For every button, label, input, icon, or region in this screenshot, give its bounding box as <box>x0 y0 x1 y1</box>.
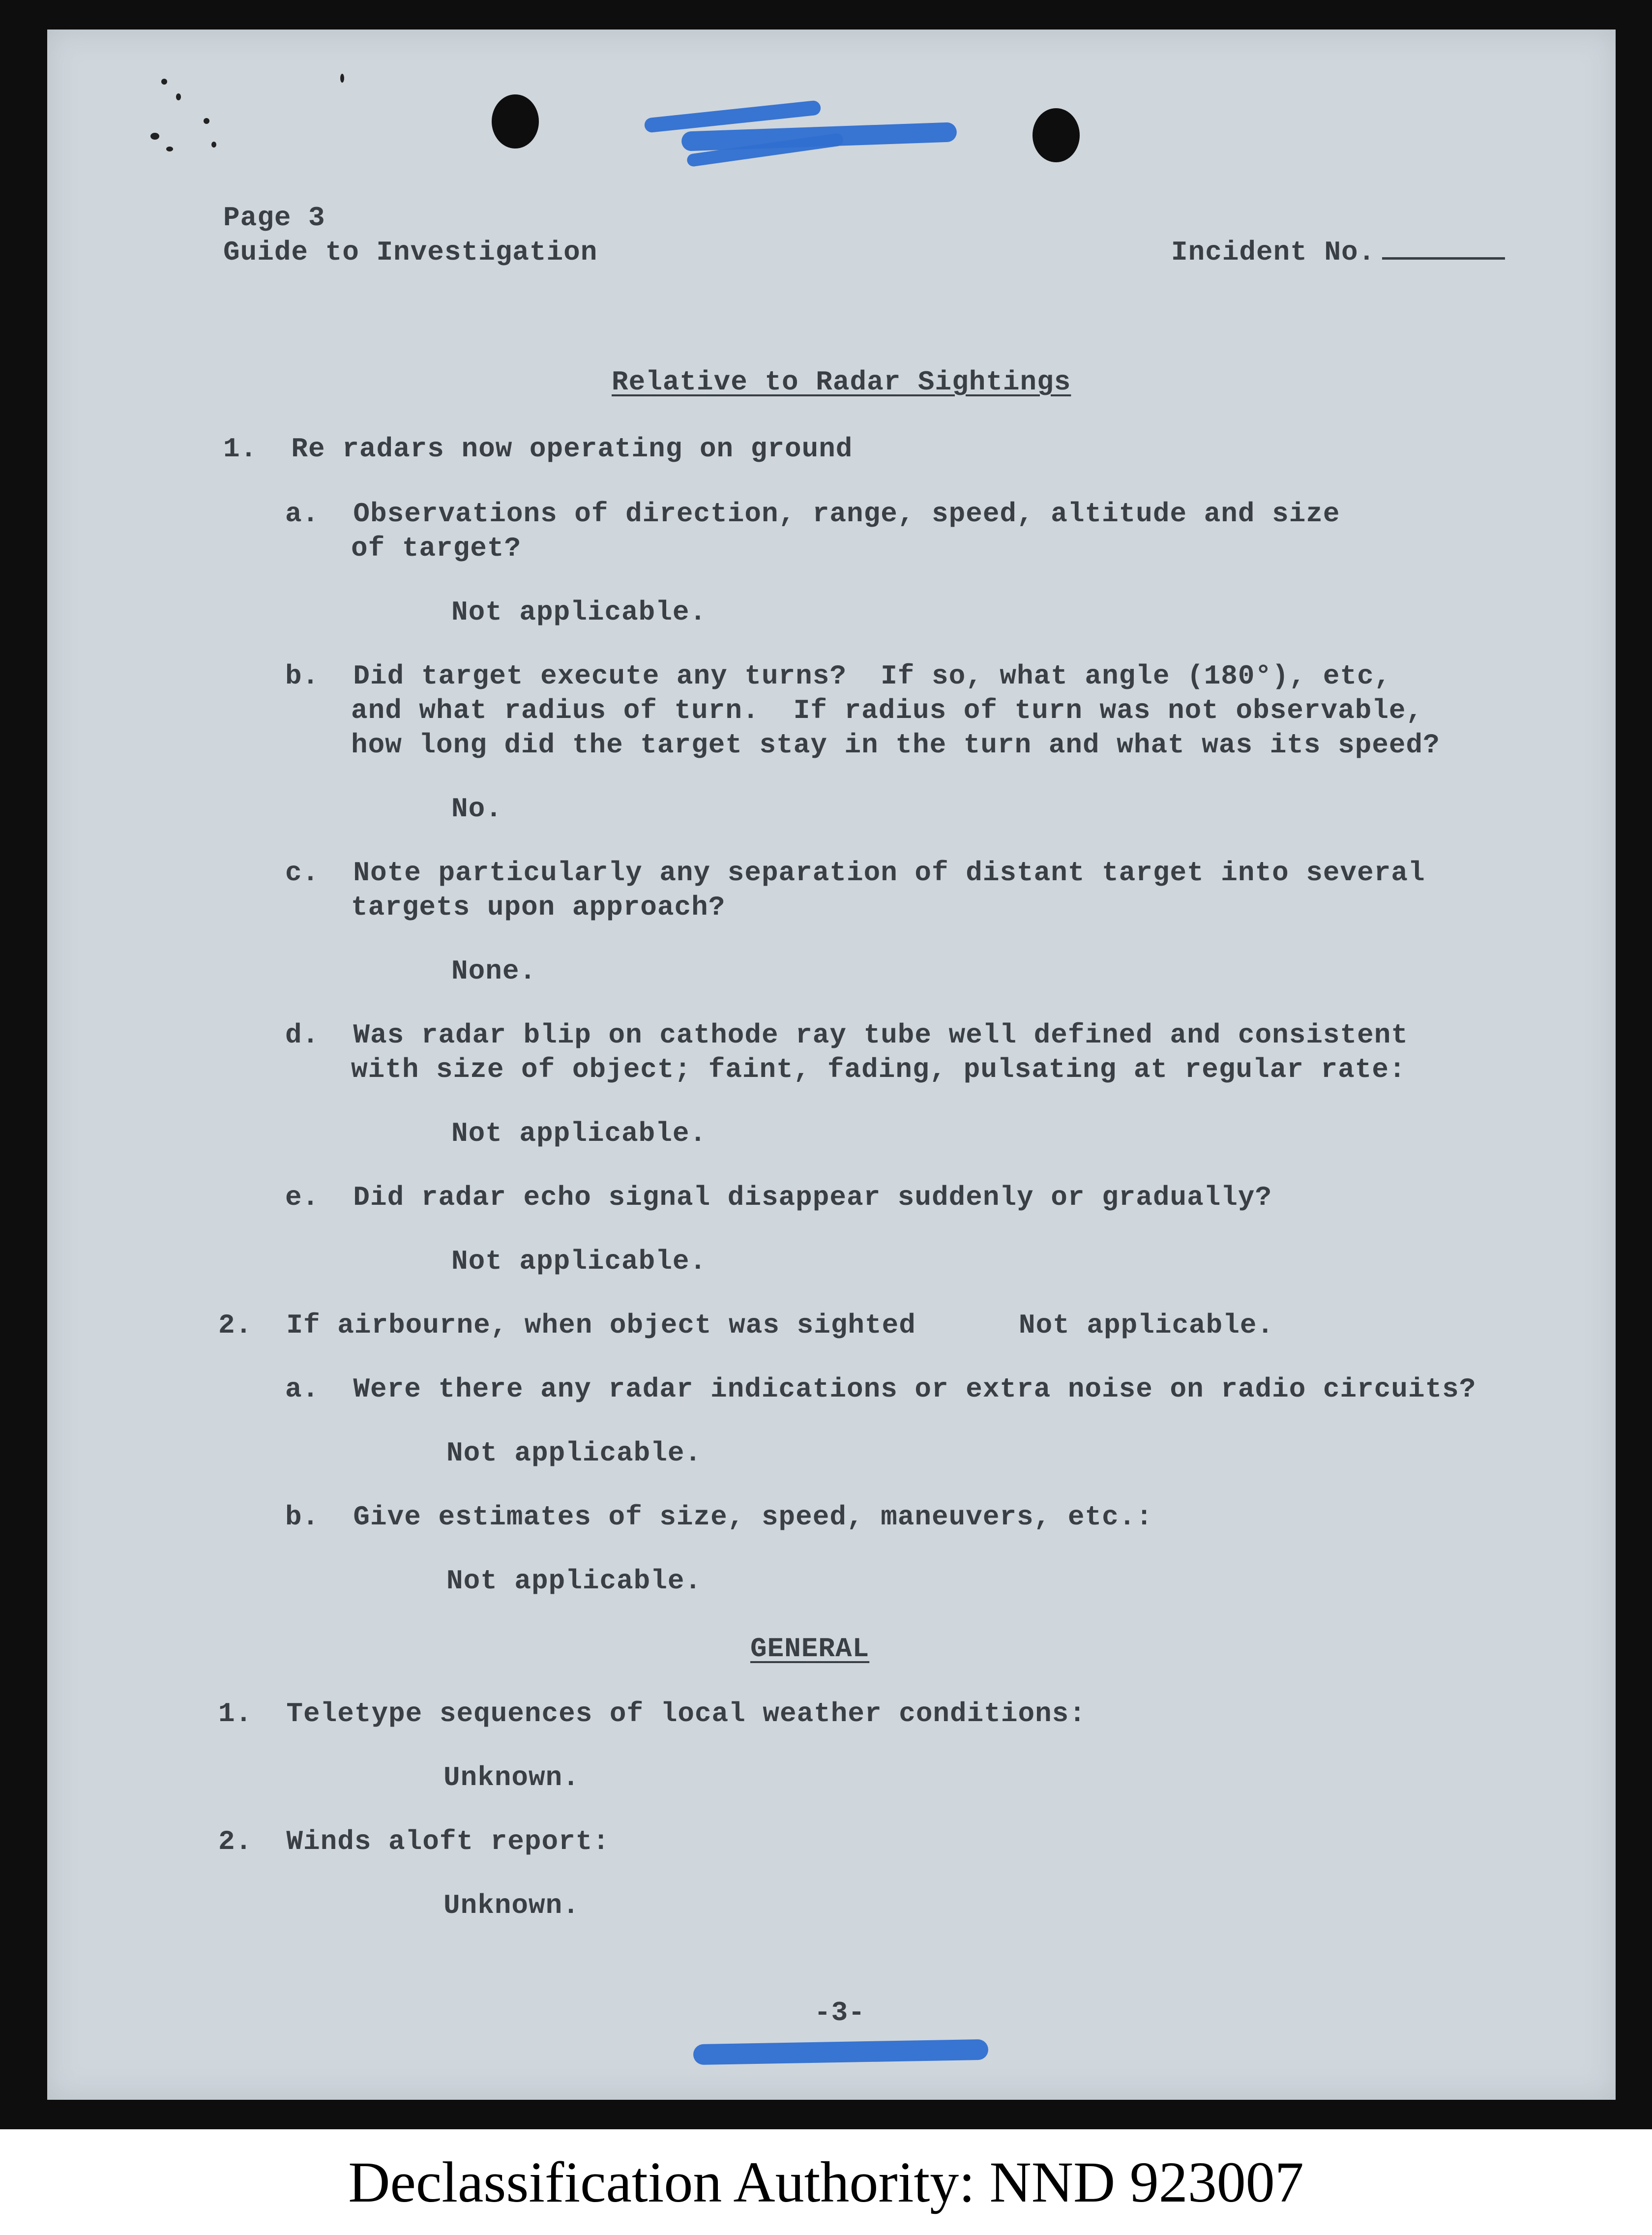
question-2a: a. Were there any radar indications or extra noise on radio circuits? <box>285 1373 1476 1405</box>
question-1b-line1: b. Did target execute any turns? If so, what angle (180°), etc, <box>285 660 1391 692</box>
general-question-2: 2. Winds aloft report: <box>218 1826 610 1857</box>
answer-1e: Not applicable. <box>451 1246 707 1277</box>
answer-2: Not applicable. <box>1019 1310 1274 1341</box>
speck <box>161 79 167 85</box>
question-1a-line1: a. Observations of direction, range, speed, altitude and size <box>285 498 1340 530</box>
answer-1b: No. <box>451 793 502 825</box>
speck <box>176 93 181 100</box>
document-title: Guide to Investigation <box>223 237 598 268</box>
answer-1d: Not applicable. <box>451 1118 707 1149</box>
section-title-radar: Relative to Radar Sightings <box>612 366 1071 398</box>
answer-2a: Not applicable. <box>446 1437 702 1469</box>
answer-2b: Not applicable. <box>446 1565 702 1597</box>
question-2b: b. Give estimates of size, speed, maneuvers, etc.: <box>285 1501 1153 1533</box>
page-label: Page 3 <box>223 202 325 234</box>
redaction-marker <box>693 2039 989 2065</box>
question-2: 2. If airbourne, when object was sighted <box>218 1310 916 1341</box>
question-1e: e. Did radar echo signal disappear suddenly or gradually? <box>285 1182 1272 1213</box>
question-1b-line3: how long did the target stay in the turn and what was its speed? <box>351 729 1440 761</box>
section-title-general: GENERAL <box>750 1633 870 1665</box>
question-1: 1. Re radars now operating on ground <box>223 433 853 465</box>
speck <box>166 147 173 151</box>
answer-1a: Not applicable. <box>451 596 707 628</box>
general-answer-1: Unknown. <box>443 1762 580 1793</box>
question-1c-line1: c. Note particularly any separation of distant target into several <box>285 857 1425 889</box>
incident-number-blank <box>1382 238 1505 260</box>
question-1c-line2: targets upon approach? <box>351 892 726 923</box>
answer-1c: None. <box>451 955 537 987</box>
incident-number: Incident No. <box>1171 235 1505 269</box>
declassification-footer: Declassification Authority: NND 923007 <box>348 2150 1304 2214</box>
speck <box>204 118 209 124</box>
question-1b-line2: and what radius of turn. If radius of turn was not observable, <box>351 695 1423 726</box>
general-question-1: 1. Teletype sequences of local weather conditions: <box>218 1698 1086 1729</box>
document-page <box>47 30 1616 2100</box>
punch-hole-right <box>1032 108 1080 162</box>
question-1a-line2: of target? <box>351 533 522 564</box>
question-1d-line2: with size of object; faint, fading, pulsating at regular rate: <box>351 1054 1406 1085</box>
question-1d-line1: d. Was radar blip on cathode ray tube well defined and consistent <box>285 1019 1408 1051</box>
punch-hole-left <box>492 94 539 149</box>
page-number: -3- <box>814 1997 865 2028</box>
speck <box>150 133 159 140</box>
general-answer-2: Unknown. <box>443 1890 580 1921</box>
speck <box>211 142 216 148</box>
speck <box>340 74 344 83</box>
